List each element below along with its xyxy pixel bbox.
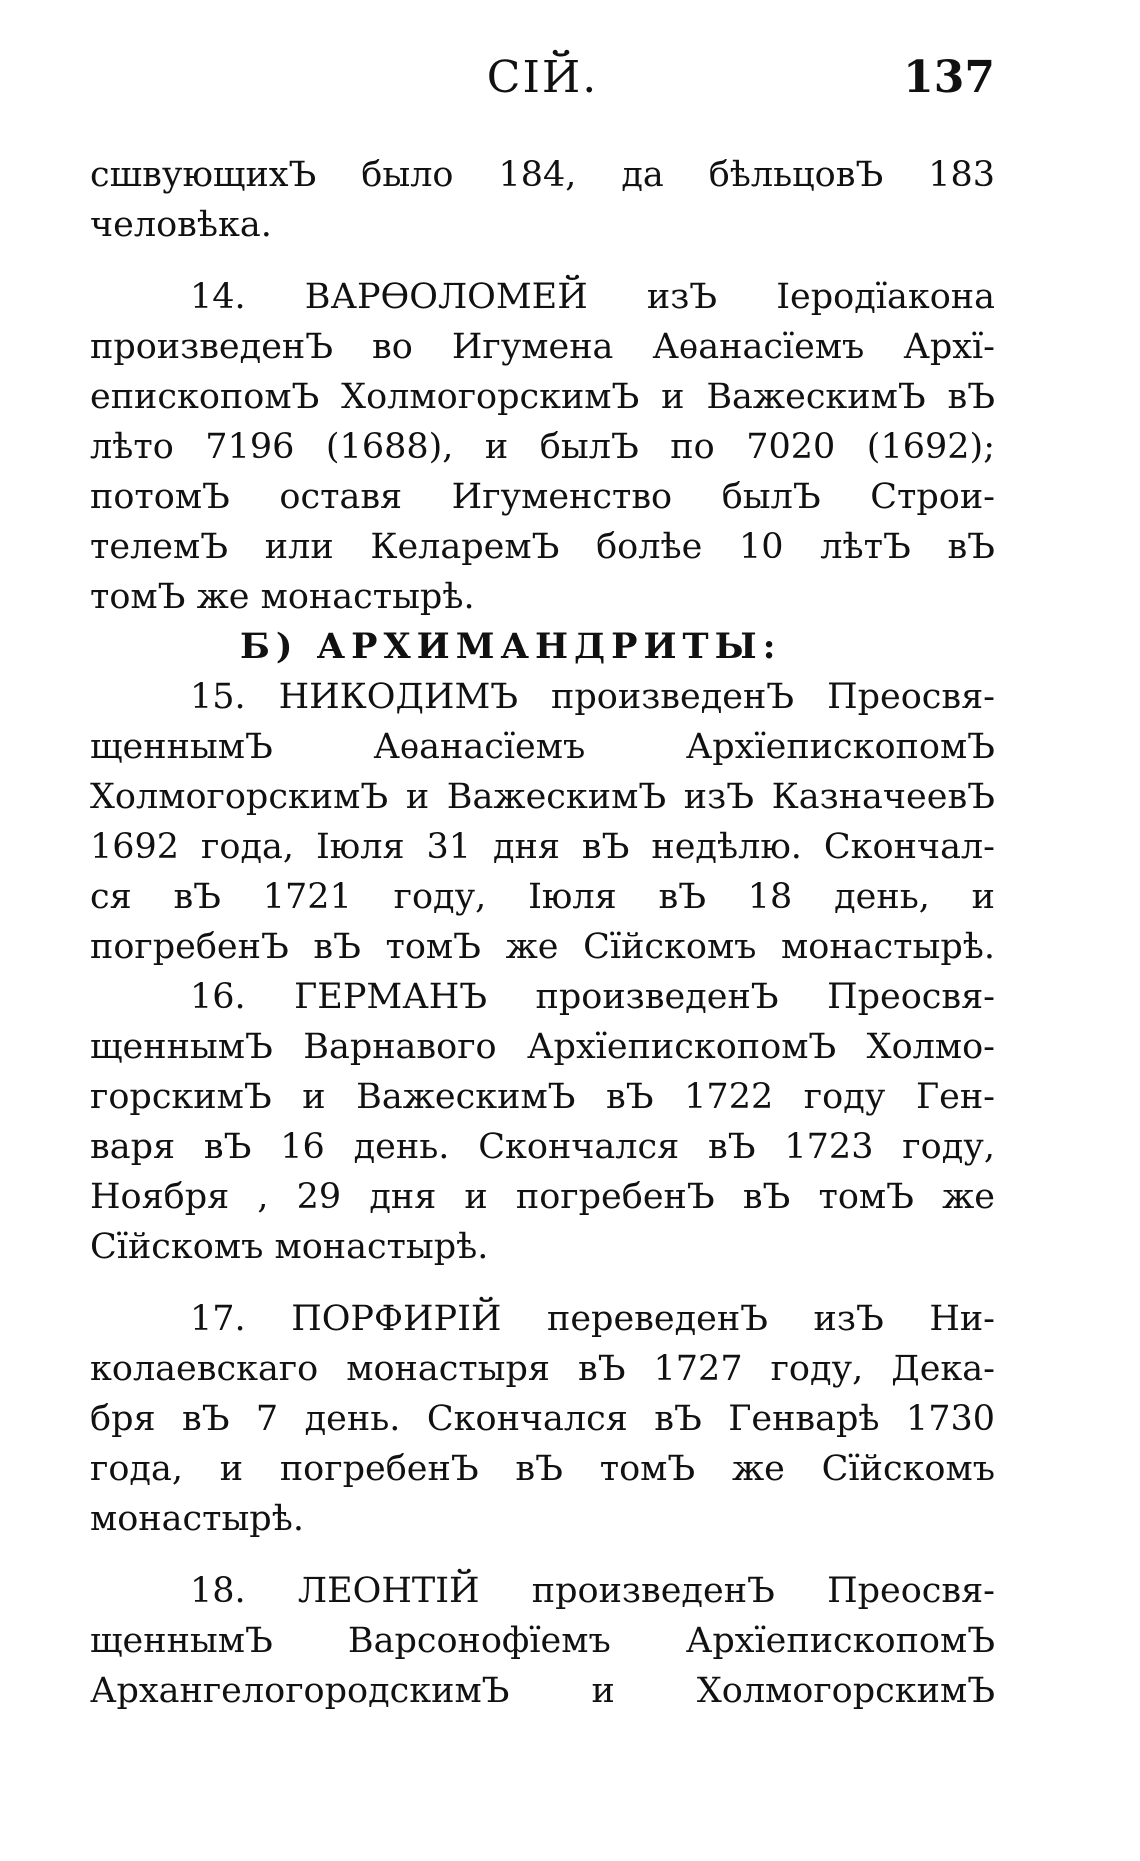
entry-17-heading-line: 17. ПОРФИРІЙ переведенЪ изЪ Ни- bbox=[190, 1299, 995, 1339]
text-line: Сїйскомъ монастырѣ. bbox=[90, 1227, 489, 1267]
text-line: епископомЪ ХолмогорскимЪ и ВажескимЪ вЪ bbox=[90, 377, 995, 417]
section-heading-archimandrites: Б) АРХИМАНДРИТЫ: bbox=[240, 626, 782, 667]
text-line: ХолмогорскимЪ и ВажескимЪ изЪ КазначеевЪ bbox=[90, 777, 995, 817]
text-line: 1692 года, Іюля 31 дня вЪ недѣлю. Скончал- bbox=[90, 827, 995, 867]
entry-14-heading-line: 14. ВАРѲОЛОМЕЙ изЪ Іеродїакона bbox=[190, 277, 995, 317]
text-line: произведенЪ во Игумена Аѳанасїемъ Архї- bbox=[90, 327, 995, 367]
entry-16-heading-line: 16. ГЕРМАНЪ произведенЪ Преосвя- bbox=[190, 977, 995, 1017]
text-line: АрхангелогородскимЪ и ХолмогорскимЪ bbox=[90, 1671, 995, 1711]
running-head: СІЙ. bbox=[486, 52, 599, 103]
text-line: человѣка. bbox=[90, 205, 272, 245]
text-line: сшвующихЪ было 184, да бѣльцовЪ 183 bbox=[90, 155, 995, 195]
text-line: бря вЪ 7 день. Скончался вЪ Генварѣ 1730 bbox=[90, 1399, 995, 1439]
page-number: 137 bbox=[903, 52, 995, 103]
text-line: монастырѣ. bbox=[90, 1499, 304, 1539]
text-line: ся вЪ 1721 году, Іюля вЪ 18 день, и bbox=[90, 877, 995, 917]
text-line: телемЪ или КеларемЪ болѣе 10 лѣтЪ вЪ bbox=[90, 527, 995, 567]
text-line: щеннымЪ Аѳанасїемъ АрхїепископомЪ bbox=[90, 727, 995, 767]
text-line: щеннымЪ Варнавого АрхїепископомЪ Холмо- bbox=[90, 1027, 995, 1067]
body-text bbox=[90, 150, 995, 1716]
text-line: горскимЪ и ВажескимЪ вЪ 1722 году Ген- bbox=[90, 1077, 995, 1117]
entry-18-heading-line: 18. ЛЕОНТІЙ произведенЪ Преосвя- bbox=[190, 1571, 995, 1611]
text-line: щеннымЪ Варсонофїемъ АрхїепископомЪ bbox=[90, 1621, 995, 1661]
text-line: лѣто 7196 (1688), и былЪ по 7020 (1692); bbox=[90, 427, 995, 467]
text-line: Ноября , 29 дня и погребенЪ вЪ томЪ же bbox=[90, 1177, 995, 1217]
text-line: погребенЪ вЪ томЪ же Сїйскомъ монастырѣ. bbox=[90, 927, 995, 967]
text-line: потомЪ оставя Игуменство былЪ Строи- bbox=[90, 477, 995, 517]
page-header bbox=[90, 52, 995, 112]
text-line: томЪ же монастырѣ. bbox=[90, 577, 475, 617]
text-line: колаевскаго монастыря вЪ 1727 году, Дека- bbox=[90, 1349, 995, 1389]
text-line: года, и погребенЪ вЪ томЪ же Сїйскомъ bbox=[90, 1449, 995, 1489]
text-line: варя вЪ 16 день. Скончался вЪ 1723 году, bbox=[90, 1127, 995, 1167]
entry-15-heading-line: 15. НИКОДИМЪ произведенЪ Преосвя- bbox=[190, 677, 995, 717]
